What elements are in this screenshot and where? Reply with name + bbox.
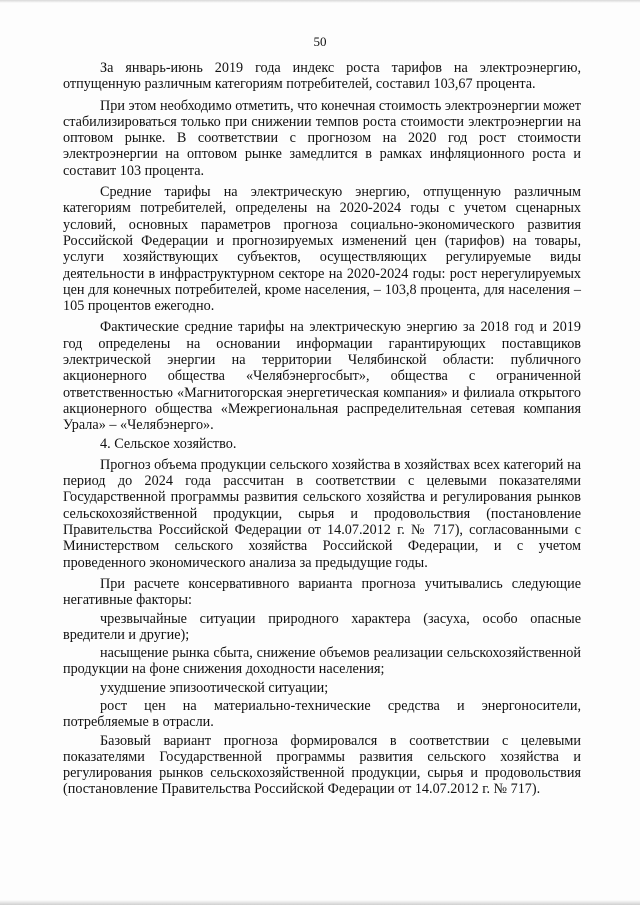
- list-item-natural-emergencies: чрезвычайные ситуации природного характера (засуха, особо опасные вредители и другие);: [63, 610, 581, 643]
- paragraph-agriculture-forecast: Прогноз объема продукции сельского хозяйства в хозяйствах всех категорий на период до 2024 года рассчитан в соответствии с целевыми показателями Государственной программы развития сельского хозяйства и регулирования рынков сельскохозяйственной продукции, сырья и продовольствия (постановление Правительства Российской Федерации от 14.07.2012 г. № 717), согласованными с Министерством сельского хозяйства Российской Федерации, и с учетом проведенного экономического анализа за предыдущие годы.: [63, 456, 581, 571]
- list-item-epizootic-situation: ухудшение эпизоотической ситуации;: [100, 679, 329, 696]
- scan-edge-bottom: [0, 900, 640, 905]
- document-body: [63, 60, 581, 800]
- list-item-price-growth: рост цен на материально-технические средства и энергоносители, потребляемые в отрасли.: [63, 697, 581, 731]
- scan-edge-top: [0, 0, 640, 3]
- paragraph-average-tariffs: Средние тарифы на электрическую энергию, отпущенную различным категориям потребителей, определены на 2020-2024 годы с учетом сценарных условий, основных параметров прогноза социально-экономического развития Российской Федерации и прогнозируемых изменений цен (тарифов) на товары, услуги хозяйствующих субъектов, осуществляющих регулируемые виды деятельности в инфраструктурном секторе на 2020-2024 годы: рост нерегулируемых цен для конечных потребителей, кроме населения, – 103,8 процента, для населения – 105 процентов ежегодно.: [63, 184, 581, 315]
- list-item-market-saturation: насыщение рынка сбыта, снижение объемов реализации сельскохозяйственной продукции на фоне снижения доходности населения;: [63, 645, 581, 678]
- paragraph-wholesale-market: При этом необходимо отметить, что конечная стоимость электроэнергии может стабилизироваться только при снижении темпов роста стоимости электроэнергии на оптовом рынке. В соответствии с прогнозом на 2020 год рост стоимости электроэнергии на оптовом рынке замедлится в рамках инфляционного роста и составит 103 процента.: [63, 97, 581, 179]
- paragraph-tariff-index: За январь-июнь 2019 года индекс роста тарифов на электроэнергию, отпущенную различным категориям потребителей, составил 103,67 процента.: [63, 60, 581, 93]
- paragraph-base-variant: Базовый вариант прогноза формировался в соответствии с целевыми показателями Государственной программы развития сельского хозяйства и регулирования рынков сельскохозяйственной продукции, сырья и продовольствия (постановление Правительства Российской Федерации от 14.07.2012 г. № 717).: [63, 732, 581, 798]
- paragraph-actual-tariffs: Фактические средние тарифы на электрическую энергию за 2018 год и 2019 год определены на основании информации гарантирующих поставщиков электрической энергии на территории Челябинской области: публичного акционерного общества «Челябэнергосбыт», общества с ограниченной ответственностью «Магнитогорская энергетическая компания» и филиала открытого акционерного общества «Межрегиональная распределительная сетевая компания Урала» – «Челябэнерго».: [63, 319, 581, 434]
- paragraph-conservative-variant: При расчете консервативного варианта прогноза учитывались следующие негативные факторы:: [63, 575, 581, 609]
- section-heading-agriculture: 4. Сельское хозяйство.: [100, 435, 237, 452]
- page-number: 50: [313, 34, 327, 49]
